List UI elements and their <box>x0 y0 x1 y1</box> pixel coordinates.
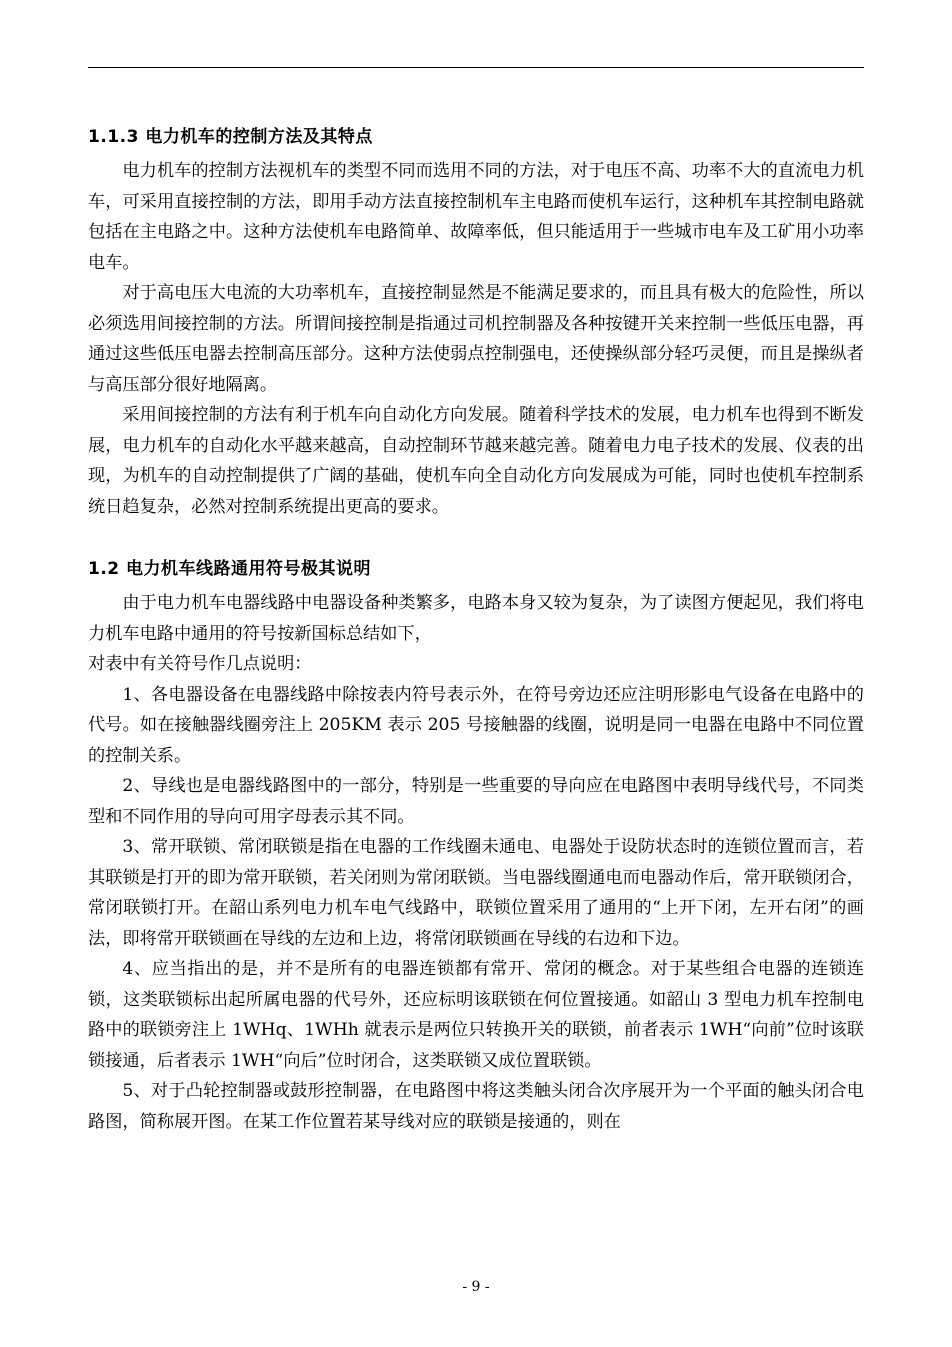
document-body <box>88 122 864 1137</box>
paragraph: 由于电力机车电器线路中电器设备种类繁多，电路本身又较为复杂，为了读图方便起见，我们将电力机车电路中通用的符号按新国标总结如下， <box>88 593 864 644</box>
list-item: 1、各电器设备在电器线路中除按表内符号表示外，在符号旁边还应注明形影电气设备在电路中的代号。如在接触器线圈旁注上 205KM 表示 205 号接触器的线圈，说明是同一电器在电路中不同位置的控制关系。 <box>88 684 864 766</box>
paragraph: 电力机车的控制方法视机车的类型不同而选用不同的方法，对于电压不高、功率不大的直流电力机车，可采用直接控制的方法，即用手动方法直接控制机车主电路而使机车运行，这种机车其控制电路就包括在主电路之中。这种方法使机车电路简单、故障率低，但只能适用于一些城市电车及工矿用小功率电车。 <box>88 161 864 273</box>
list-item: 2、导线也是电器线路图中的一部分，特别是一些重要的导向应在电路图中表明导线代号，不同类型和不同作用的导向可用字母表示其不同。 <box>88 776 864 827</box>
paragraph: 对于高电压大电流的大功率机车，直接控制显然是不能满足要求的，而且具有极大的危险性，所以必须选用间接控制的方法。所谓间接控制是指通过司机控制器及各种按键开关来控制一些低压电器，再通过这些低压电器去控制高压部分。这种方法使弱点控制强电，还使操纵部分轻巧灵便，而且是操纵者与高压部分很好地隔离。 <box>88 283 864 395</box>
section-heading-1-1-3: 1.1.3 电力机车的控制方法及其特点 <box>88 127 373 147</box>
page-number: - 9 - <box>462 1279 490 1295</box>
list-item: 3、常开联锁、常闭联锁是指在电器的工作线圈未通电、电器处于设防状态时的连锁位置而言，若其联锁是打开的即为常开联锁，若关闭则为常闭联锁。当电器线圈通电而电器动作后，常开联锁闭合，常闭联锁打开。在韶山系列电力机车电气线路中，联锁位置采用了通用的“上开下闭，左开右闭”的画法，即将常开联锁画在导线的左边和上边，将常闭联锁画在导线的右边和下边。 <box>88 837 864 949</box>
header-rule <box>88 67 864 68</box>
list-item: 5、对于凸轮控制器或鼓形控制器，在电路图中将这类触头闭合次序展开为一个平面的触头闭合电路图，简称展开图。在某工作位置若某导线对应的联锁是接通的，则在 <box>88 1081 864 1132</box>
list-item: 4、应当指出的是，并不是所有的电器连锁都有常开、常闭的概念。对于某些组合电器的连锁连锁，这类联锁标出起所属电器的代号外，还应标明该联锁在何位置接通。如韶山 3 型电力机车控制电路中的联锁旁注上 1WHq、1WHh 就表示是两位只转换开关的联锁，前者表示 1WH“向前”位时该联锁接通，后者表示 1WH“向后”位时闭合，这类联锁又成位置联锁。 <box>88 959 864 1071</box>
paragraph: 采用间接控制的方法有利于机车向自动化方向发展。随着科学技术的发展，电力机车也得到不断发展，电力机车的自动化水平越来越高，自动控制环节越来越完善。随着电力电子技术的发展、仪表的出现，为机车的自动控制提供了广阔的基础，使机车向全自动化方向发展成为可能，同时也使机车控制系统日趋复杂，必然对控制系统提出更高的要求。 <box>88 405 864 517</box>
note-lead: 对表中有关符号作几点说明： <box>88 654 312 674</box>
section-heading-1-2: 1.2 电力机车线路通用符号极其说明 <box>88 559 372 579</box>
